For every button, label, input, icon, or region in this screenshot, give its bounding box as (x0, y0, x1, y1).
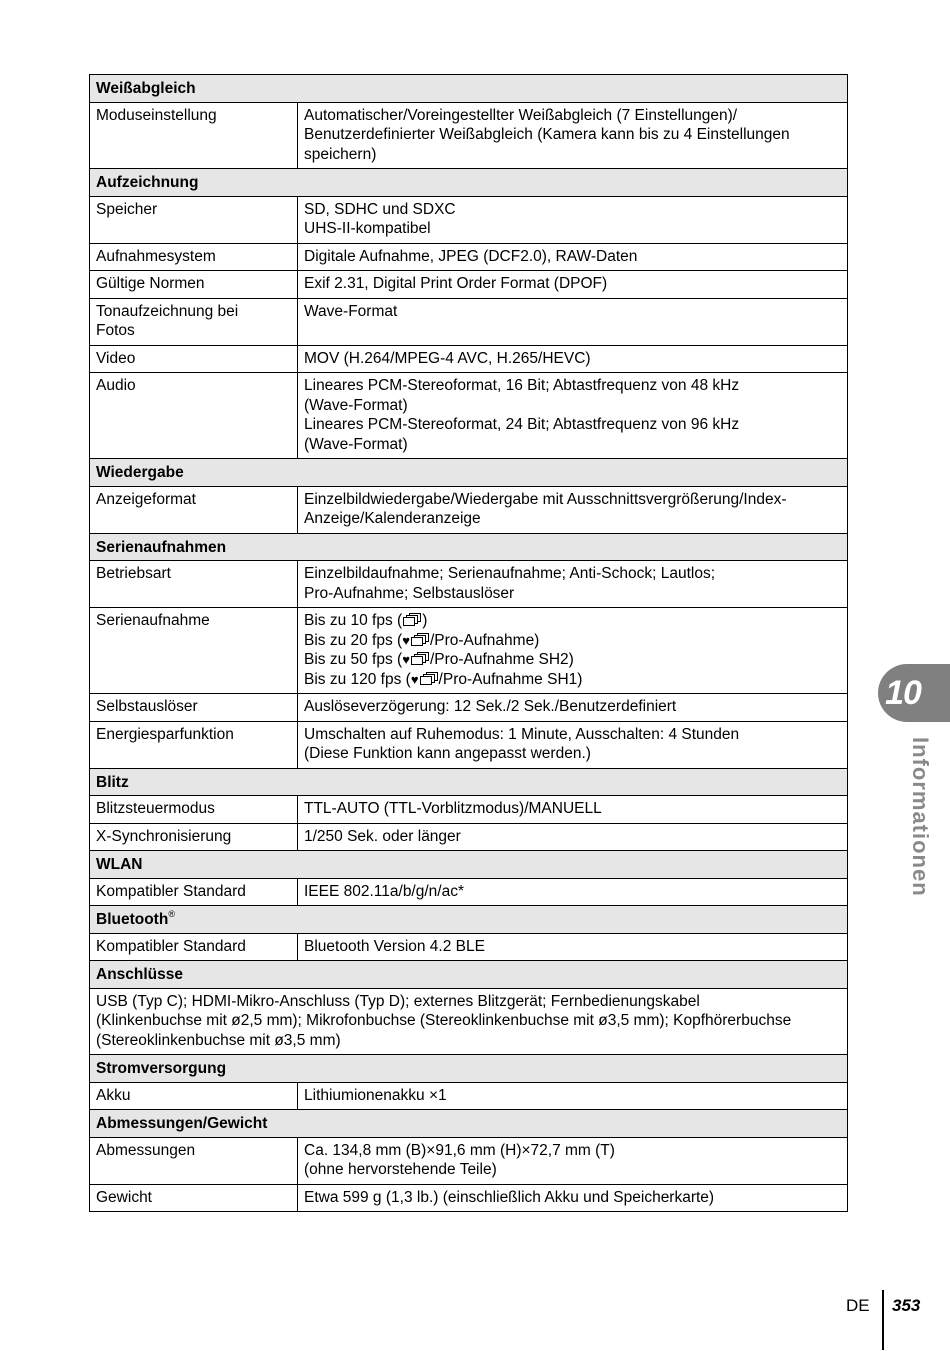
row-value (298, 373, 848, 459)
section-header (90, 1055, 848, 1083)
section-title-sequential: Serienaufnahmen (90, 533, 848, 561)
chapter-tab (878, 664, 950, 722)
sequential-shooting-icon (403, 613, 421, 626)
silent-mode-icon: ♥ (402, 632, 410, 648)
page-number: 353 (892, 1296, 921, 1315)
row-label (90, 298, 298, 345)
value-line: Umschalten auf Ruhemodus: 1 Minute, Ausschalten: 4 Stunden (304, 725, 740, 743)
value-line: (Stereoklinkenbuchse mit ø3,5 mm) (96, 1031, 341, 1049)
row-value: Auslöseverzögerung: 12 Sek./2 Sek./Benutzerdefiniert (298, 694, 848, 722)
chapter-number: 10 (885, 674, 921, 712)
section-title-recording: Aufzeichnung (90, 169, 848, 197)
value-line: Einzelbildaufnahme; Serienaufnahme; Anti-Schock; Lautlos; (304, 565, 715, 582)
table-row (90, 196, 848, 243)
row-value: Bluetooth Version 4.2 BLE (298, 933, 848, 961)
table-row (90, 102, 848, 169)
table-row (90, 721, 848, 768)
sequential-shooting-icon (411, 633, 429, 646)
section-title-white-balance: Weißabgleich (90, 75, 848, 103)
row-label: Kompatibler Standard (90, 933, 298, 961)
value-line: Einzelbildwiedergabe/Wiedergabe mit Ausschnittsvergrößerung/Index- (304, 490, 787, 508)
row-label: Kompatibler Standard (90, 878, 298, 906)
sequential-shooting-icon (411, 652, 429, 665)
row-value: 1/250 Sek. oder länger (298, 823, 848, 851)
row-value: Digitale Aufnahme, JPEG (DCF2.0), RAW-Daten (298, 243, 848, 271)
section-title-playback: Wiedergabe (90, 459, 848, 487)
section-header (90, 768, 848, 796)
row-label: Selbstauslöser (90, 694, 298, 722)
section-header (90, 459, 848, 487)
row-value: MOV (H.264/MPEG-4 AVC, H.265/HEVC) (298, 345, 848, 373)
section-header (90, 533, 848, 561)
row-label: Gültige Normen (90, 271, 298, 299)
row-label: Anzeigeformat (90, 486, 298, 533)
row-value (298, 102, 848, 169)
section-title-wlan: WLAN (90, 851, 848, 879)
table-row (90, 1184, 848, 1212)
section-title-bluetooth (90, 906, 848, 934)
value-line (304, 631, 841, 651)
value-text: Bis zu 20 fps ( (304, 631, 403, 649)
chapter-label: Informationen (908, 737, 933, 897)
table-row (90, 373, 848, 459)
value-line: Anzeige/Kalenderanzeige (304, 510, 481, 527)
value-line: SD, SDHC und SDXC (304, 200, 456, 218)
value-line (304, 650, 841, 670)
table-row (90, 694, 848, 722)
row-label: Blitzsteuermodus (90, 796, 298, 824)
value-text: ) (422, 612, 428, 629)
value-text: Bis zu 10 fps ( (304, 612, 403, 629)
table-row (90, 823, 848, 851)
value-line: (Wave-Format) (304, 435, 408, 453)
row-value: Lithiumionenakku ×1 (298, 1082, 848, 1110)
row-label: Gewicht (90, 1184, 298, 1212)
table-row (90, 561, 848, 608)
value-line: UHS-II-kompatibel (304, 220, 431, 237)
table-row (90, 298, 848, 345)
value-line: Lineares PCM-Stereoformat, 16 Bit; Abtastfrequenz von 48 kHz (304, 377, 740, 394)
value-text: /Pro-Aufnahme SH1) (438, 670, 583, 688)
footer-divider (882, 1290, 884, 1350)
section-header (90, 961, 848, 989)
row-value (298, 608, 848, 694)
table-row (90, 1137, 848, 1184)
value-line: USB (Typ C); HDMI-Mikro-Anschluss (Typ D); externes Blitzgerät; Fernbedienungskabel (96, 992, 700, 1010)
row-value (298, 486, 848, 533)
section-header (90, 851, 848, 879)
table-row (90, 486, 848, 533)
sequential-shooting-icon (420, 672, 438, 685)
value-line: speichern) (304, 145, 377, 163)
value-line: (ohne hervorstehende Teile) (304, 1161, 497, 1178)
section-title-connectors: Anschlüsse (90, 961, 848, 989)
row-value: Exif 2.31, Digital Print Order Format (DPOF) (298, 271, 848, 299)
table-row (90, 345, 848, 373)
value-line: Automatischer/Voreingestellter Weißabgleich (7 Einstellungen)/ (304, 106, 738, 124)
value-line: (Diese Funktion kann angepasst werden.) (304, 745, 591, 762)
section-title-text: Bluetooth (96, 911, 169, 928)
row-label: Energiesparfunktion (90, 721, 298, 768)
value-text: Bis zu 120 fps ( (304, 670, 411, 688)
value-text: /Pro-Aufnahme SH2) (429, 651, 574, 668)
table-row (90, 796, 848, 824)
table-row (90, 1082, 848, 1110)
row-label: Aufnahmesystem (90, 243, 298, 271)
value-text: /Pro-Aufnahme) (429, 631, 540, 649)
row-value (90, 988, 848, 1055)
section-header (90, 1110, 848, 1138)
table-row (90, 988, 848, 1055)
table-row (90, 243, 848, 271)
table-row (90, 271, 848, 299)
value-line: (Klinkenbuchse mit ø2,5 mm); Mikrofonbuchse (Stereoklinkenbuchse mit ø3,5 mm); Kopfhörerbuchse (96, 1012, 792, 1029)
value-line: Ca. 134,8 mm (B)×91,6 mm (H)×72,7 mm (T) (304, 1141, 615, 1159)
row-label: Video (90, 345, 298, 373)
row-label: Serienaufnahme (90, 608, 298, 694)
value-line: Pro-Aufnahme; Selbstauslöser (304, 584, 515, 602)
section-header (90, 75, 848, 103)
row-value (298, 1137, 848, 1184)
row-value (298, 196, 848, 243)
row-label: Akku (90, 1082, 298, 1110)
label-line: Fotos (96, 322, 135, 339)
value-text: Bis zu 50 fps ( (304, 651, 403, 668)
silent-mode-icon: ♥ (402, 652, 410, 667)
table-row (90, 933, 848, 961)
silent-mode-icon: ♥ (410, 671, 419, 687)
value-line: Benutzerdefinierter Weißabgleich (Kamera kann bis zu 4 Einstellungen (304, 126, 790, 143)
section-header (90, 906, 848, 934)
row-label: Speicher (90, 196, 298, 243)
row-value: TTL-AUTO (TTL-Vorblitzmodus)/MANUELL (298, 796, 848, 824)
row-label: Betriebsart (90, 561, 298, 608)
value-line (304, 670, 841, 690)
section-title-flash: Blitz (90, 768, 848, 796)
value-line: (Wave-Format) (304, 396, 408, 414)
value-line: Lineares PCM-Stereoformat, 24 Bit; Abtastfrequenz von 96 kHz (304, 416, 740, 433)
row-value (298, 561, 848, 608)
value-line (304, 611, 841, 631)
row-value (298, 721, 848, 768)
label-line: Tonaufzeichnung bei (96, 302, 239, 320)
row-label: Abmessungen (90, 1137, 298, 1184)
row-label: Moduseinstellung (90, 102, 298, 169)
row-label: X-Synchronisierung (90, 823, 298, 851)
section-header (90, 169, 848, 197)
row-label: Audio (90, 373, 298, 459)
section-title-power: Stromversorgung (90, 1055, 848, 1083)
row-value: Etwa 599 g (1,3 lb.) (einschließlich Akku und Speicherkarte) (298, 1184, 848, 1212)
table-row (90, 608, 848, 694)
section-title-dimensions: Abmessungen/Gewicht (90, 1110, 848, 1138)
footer-language: DE (846, 1296, 870, 1315)
table-row (90, 878, 848, 906)
row-value: IEEE 802.11a/b/g/n/ac* (298, 878, 848, 906)
registered-mark: ® (168, 908, 175, 919)
row-value: Wave-Format (298, 298, 848, 345)
spec-table (89, 74, 848, 1212)
